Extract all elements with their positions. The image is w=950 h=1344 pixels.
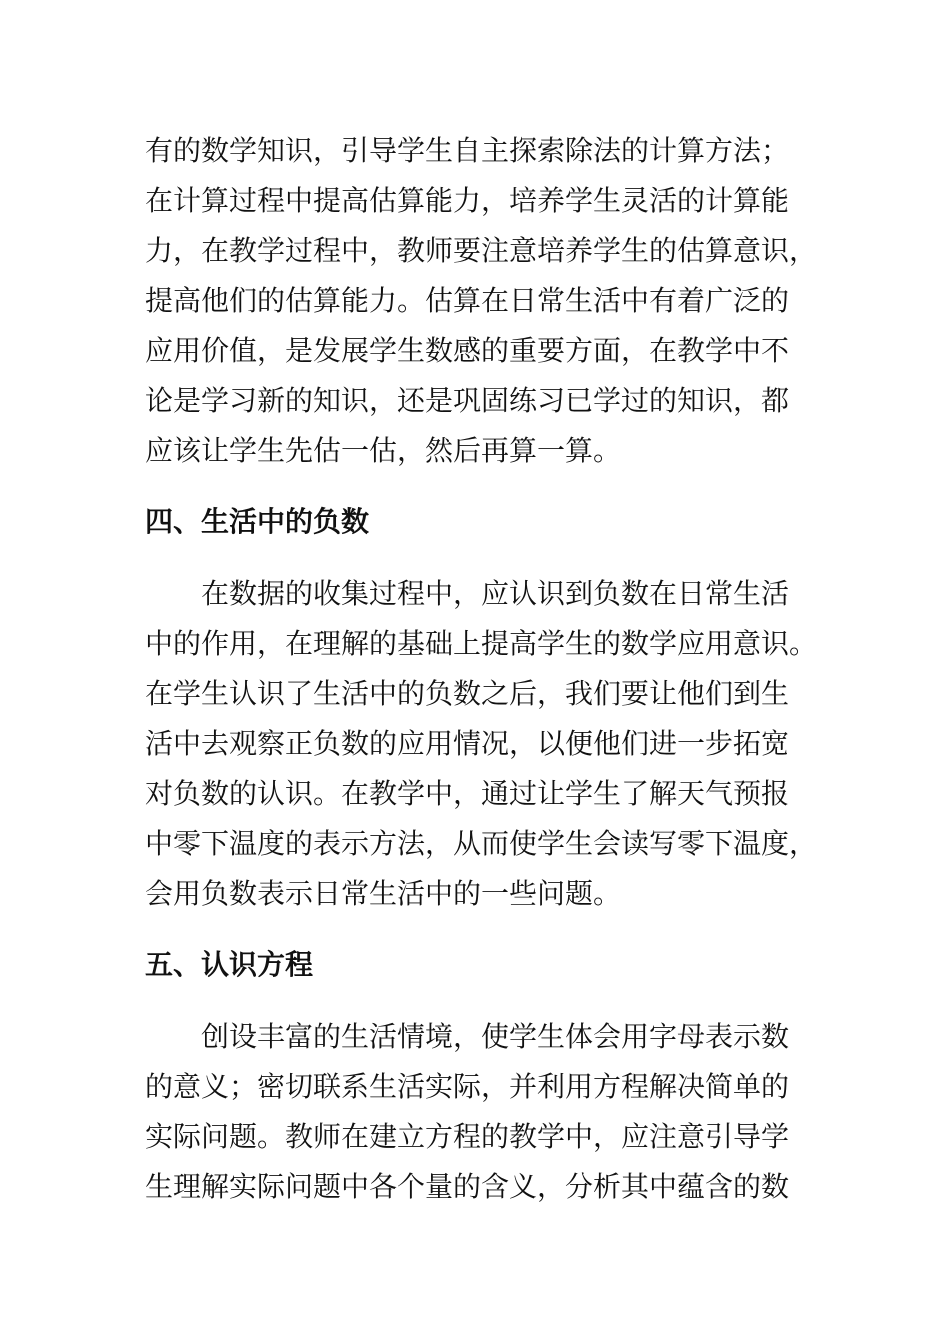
section-heading-5: 五、认识方程 [145, 948, 314, 981]
paragraph-1-line-5: 应用价值，是发展学生数感的重要方面，在教学中不 [145, 334, 790, 367]
paragraph-1-line-7: 应该让学生先估一估，然后再算一算。 [145, 434, 622, 467]
paragraph-2-line-7: 会用负数表示日常生活中的一些问题。 [145, 877, 622, 910]
paragraph-2-line-2: 中的作用，在理解的基础上提高学生的数学应用意识。 [145, 627, 818, 660]
paragraph-3-line-4: 生理解实际问题中各个量的含义，分析其中蕴含的数 [145, 1170, 790, 1203]
paragraph-3-line-3: 实际问题。教师在建立方程的教学中，应注意引导学 [145, 1120, 790, 1153]
paragraph-3-line-1: 创设丰富的生活情境，使学生体会用字母表示数 [201, 1020, 790, 1053]
paragraph-2-line-5: 对负数的认识。在教学中，通过让学生了解天气预报 [145, 777, 790, 810]
paragraph-3-line-2: 的意义；密切联系生活实际，并利用方程解决简单的 [145, 1070, 790, 1103]
paragraph-1-line-4: 提高他们的估算能力。估算在日常生活中有着广泛的 [145, 284, 790, 317]
section-heading-4: 四、生活中的负数 [145, 505, 370, 538]
paragraph-2-line-6: 中零下温度的表示方法，从而使学生会读写零下温度， [145, 827, 818, 860]
paragraph-2-line-3: 在学生认识了生活中的负数之后，我们要让他们到生 [145, 677, 790, 710]
paragraph-1-line-3: 力，在教学过程中，教师要注意培养学生的估算意识， [145, 234, 818, 267]
paragraph-1-line-1: 有的数学知识，引导学生自主探索除法的计算方法； [145, 134, 790, 167]
paragraph-2-line-1: 在数据的收集过程中，应认识到负数在日常生活 [201, 577, 790, 610]
paragraph-1-line-6: 论是学习新的知识，还是巩固练习已学过的知识，都 [145, 384, 790, 417]
paragraph-1-line-2: 在计算过程中提高估算能力，培养学生灵活的计算能 [145, 184, 790, 217]
paragraph-2-line-4: 活中去观察正负数的应用情况，以便他们进一步拓宽 [145, 727, 790, 760]
